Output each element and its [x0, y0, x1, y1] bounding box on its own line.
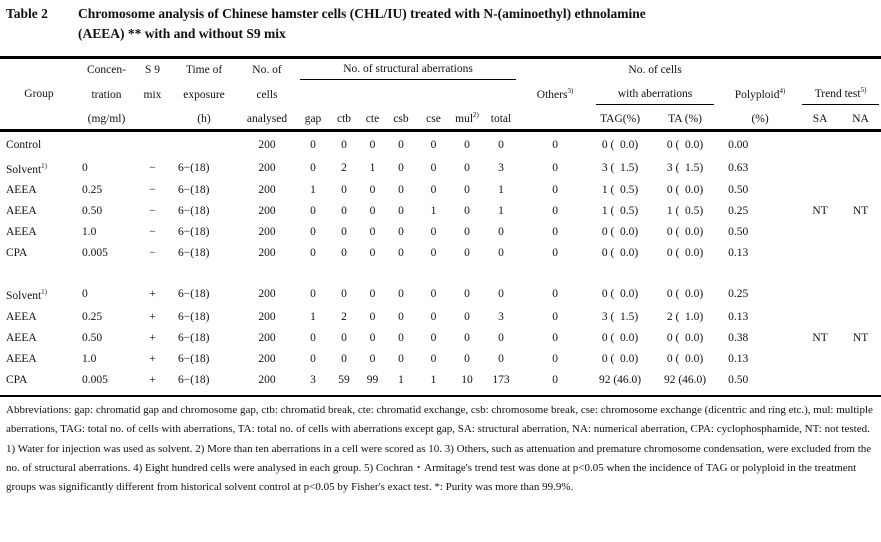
cell: 3: [498, 161, 504, 174]
cell: 0 ( 0.0): [601, 138, 639, 151]
col-ctb: ctb: [336, 112, 352, 125]
col-poly: Polyploid$^{4)}$: [734, 87, 786, 101]
cell: 0: [552, 288, 558, 301]
cell: 0: [430, 311, 437, 324]
cell: NT: [812, 205, 828, 218]
cell: 0.50: [82, 205, 103, 218]
col-cells-3: analysed: [246, 112, 288, 125]
cell: 99: [366, 374, 379, 387]
cell: 0: [498, 226, 504, 239]
cell: 0: [310, 332, 316, 345]
cell: AEEA: [6, 226, 37, 239]
title-line-1: Chromosome analysis of Chinese hamster cells (CHL/IU) treated with N-(aminoethyl) ethnolamine: [78, 6, 646, 21]
cell: 1 ( 0.5): [601, 205, 639, 218]
cell: 0: [369, 247, 376, 260]
cell: 1 ( 0.5): [666, 205, 704, 218]
cell: 0: [310, 247, 316, 260]
cell: 0: [498, 353, 504, 366]
cell: 6−(18): [178, 161, 210, 174]
cell: 1: [310, 311, 316, 324]
cell: 0: [310, 226, 316, 239]
chromosome-table: [0, 56, 881, 397]
cell: NT: [852, 332, 869, 345]
cell: CPA: [6, 247, 28, 260]
cell: 0.50: [728, 374, 749, 387]
cell: 6−(18): [178, 247, 210, 260]
col-withab-2: with aberrations: [590, 80, 720, 105]
cell: 0: [369, 311, 376, 324]
cell: 0: [498, 138, 504, 151]
cell: 0 ( 0.0): [666, 332, 704, 345]
cell: 0 ( 0.0): [666, 247, 704, 260]
cell: 0: [398, 353, 404, 366]
col-total: total: [490, 112, 512, 125]
cell: 0: [341, 288, 347, 301]
cell: 0: [464, 138, 470, 151]
table-row: [0, 201, 881, 222]
cell: 6−(18): [178, 332, 210, 345]
cell: 0: [498, 332, 504, 345]
cell: 0: [552, 226, 558, 239]
cell: [840, 370, 881, 391]
cell: +: [149, 353, 156, 366]
cell: 0: [552, 138, 558, 151]
cell: 0.50: [82, 332, 103, 345]
cell: 2 ( 1.0): [666, 311, 704, 324]
cell: +: [149, 288, 156, 301]
cell: 0: [369, 205, 376, 218]
cell: AEEA: [6, 353, 37, 366]
cell: [800, 180, 840, 201]
cell: 0: [552, 311, 558, 324]
cell: 1: [498, 184, 504, 197]
cell: AEEA: [6, 184, 37, 197]
cell: [800, 156, 840, 181]
cell: 0: [310, 138, 316, 151]
cell: 0 ( 0.0): [601, 288, 639, 301]
cell: 0 ( 0.0): [601, 353, 639, 366]
col-conc-2: tration: [91, 88, 122, 101]
cell: 3 ( 1.5): [601, 161, 639, 174]
cell: 200: [258, 205, 276, 218]
cell: 0: [430, 247, 437, 260]
cell: 200: [258, 353, 276, 366]
cell: 1: [430, 374, 437, 387]
cell: 0.13: [728, 311, 749, 324]
cell: 0: [552, 374, 558, 387]
cell: 0: [369, 332, 376, 345]
cell: 0: [464, 184, 470, 197]
cell: 0.005: [82, 247, 108, 260]
cell: 0: [552, 332, 558, 345]
cell: 0: [398, 226, 404, 239]
cell: 200: [258, 374, 276, 387]
cell: 1: [430, 205, 437, 218]
col-time-3: (h): [197, 112, 211, 125]
cell: [840, 180, 881, 201]
table-row: [0, 307, 881, 328]
cell: [800, 243, 840, 264]
cell: 0: [398, 288, 404, 301]
table-row: [0, 282, 881, 307]
cell: 3 ( 1.5): [666, 161, 704, 174]
table-label: Table 2: [6, 6, 48, 21]
cell: 0: [464, 288, 470, 301]
cell: 0: [430, 184, 437, 197]
cell: [840, 243, 881, 264]
cell: 0: [430, 288, 437, 301]
cell: 0 ( 0.0): [666, 184, 704, 197]
cell: 200: [258, 288, 276, 301]
cell: 0: [430, 353, 437, 366]
cell: −: [149, 184, 156, 197]
col-cells: No. of: [252, 64, 282, 76]
cell: 0.005: [82, 374, 108, 387]
cell: 0: [398, 247, 404, 260]
cell: 0: [369, 226, 376, 239]
table-header: [0, 58, 881, 131]
cell: 1: [498, 205, 504, 218]
cell: 0: [464, 353, 470, 366]
cell: 173: [492, 374, 510, 387]
table-body: [0, 130, 881, 396]
title-line-2: (AEEA) ** with and without S9 mix: [78, 26, 286, 41]
cell: 0 ( 0.0): [601, 332, 639, 345]
cell: 0 ( 0.0): [666, 138, 704, 151]
cell: [840, 130, 881, 156]
cell: 0.25: [82, 311, 103, 324]
cell: 200: [258, 247, 276, 260]
cell: 0.50: [728, 226, 749, 239]
cell: 1.0: [82, 353, 97, 366]
cell: 0: [369, 288, 376, 301]
cell: NT: [852, 205, 869, 218]
cell: 0: [398, 205, 404, 218]
cell: +: [149, 332, 156, 345]
cell: −: [149, 247, 156, 260]
cell: 6−(18): [178, 226, 210, 239]
cell: CPA: [6, 374, 28, 387]
cell: 0 ( 0.0): [601, 247, 639, 260]
cell: 0: [310, 288, 316, 301]
cell: NT: [812, 332, 828, 345]
col-csb: csb: [393, 112, 409, 125]
cell: 1: [398, 374, 404, 387]
cell: 1: [310, 184, 316, 197]
cell: 200: [258, 226, 276, 239]
cell: 0.25: [728, 288, 749, 301]
col-time: Time of: [185, 64, 223, 76]
table-row: [0, 349, 881, 370]
cell: [840, 222, 881, 243]
cell: [800, 370, 840, 391]
cell: 0.00: [728, 138, 749, 151]
col-group: Group: [24, 87, 54, 100]
cell: 200: [258, 184, 276, 197]
cell: 0 ( 0.0): [666, 226, 704, 239]
cell: 6−(18): [178, 353, 210, 366]
cell: 0.13: [728, 353, 749, 366]
cell: [800, 282, 840, 307]
cell: 200: [258, 311, 276, 324]
cell: 0: [341, 247, 347, 260]
cell: 0: [341, 353, 347, 366]
cell: 0: [398, 184, 404, 197]
cell: 0: [398, 161, 404, 174]
cell: 200: [258, 161, 276, 174]
cell: 3: [310, 374, 316, 387]
cell: [800, 349, 840, 370]
col-na: NA: [852, 112, 869, 125]
cell: Solvent$^{1)}$: [6, 161, 47, 176]
cell: Control: [6, 138, 42, 151]
cell: 2: [341, 311, 347, 324]
cell: 0: [498, 288, 504, 301]
cell: 6−(18): [178, 205, 210, 218]
cell: 3 ( 1.5): [601, 311, 639, 324]
cell: 0: [398, 311, 404, 324]
cell: 0.25: [728, 205, 749, 218]
table-row: [0, 243, 881, 264]
cell: 0: [464, 226, 470, 239]
col-cse: cse: [426, 112, 441, 125]
cell: [840, 349, 881, 370]
table-row: [0, 130, 881, 156]
cell: 0: [464, 311, 470, 324]
cell: 0: [82, 288, 88, 301]
cell: [800, 130, 840, 156]
cell: [135, 130, 170, 156]
cell: 0: [310, 353, 316, 366]
cell: −: [149, 161, 156, 174]
cell: 0: [464, 205, 470, 218]
cell: 0: [310, 205, 316, 218]
cell: 0.38: [728, 332, 749, 345]
cell: 59: [338, 374, 350, 387]
col-poly-unit: (%): [751, 112, 769, 125]
cell: 6−(18): [178, 311, 210, 324]
table-title: [6, 4, 646, 44]
col-sa: SA: [812, 112, 828, 125]
cell: 92 (46.0): [598, 374, 642, 387]
cell: 0: [430, 138, 437, 151]
cell: [170, 130, 238, 156]
cell: [800, 307, 840, 328]
cell: AEEA: [6, 332, 37, 345]
cell: 0.13: [728, 247, 749, 260]
cell: 0: [341, 138, 347, 151]
cell: 0: [341, 226, 347, 239]
cell: −: [149, 205, 156, 218]
cell: AEEA: [6, 205, 37, 218]
col-mul: mul$^{2)}$: [455, 110, 479, 125]
cell: 92 (46.0): [663, 374, 707, 387]
col-cells-2: cells: [256, 88, 278, 101]
cell: 3: [498, 311, 504, 324]
cell: 0: [369, 353, 376, 366]
cell: 0.25: [82, 184, 103, 197]
cell: 10: [461, 374, 473, 387]
col-s9-2: mix: [143, 88, 162, 101]
cell: 0.50: [728, 184, 749, 197]
cell: 200: [258, 332, 276, 345]
cell: 0: [341, 205, 347, 218]
cell: 0: [310, 161, 316, 174]
cell: 0: [552, 353, 558, 366]
col-withab: No. of cells: [628, 64, 682, 76]
table-row: [0, 370, 881, 391]
cell: 0: [369, 184, 376, 197]
cell: [840, 282, 881, 307]
cell: 0: [369, 138, 376, 151]
cell: 0: [464, 161, 470, 174]
cell: 0.63: [728, 161, 749, 174]
table-row: [0, 328, 881, 349]
col-others: Others$^{3)}$: [536, 87, 574, 101]
cell: 1.0: [82, 226, 97, 239]
cell: 0: [552, 205, 558, 218]
cell: −: [149, 226, 156, 239]
col-conc: Concen-: [87, 64, 126, 76]
cell: 0: [398, 138, 404, 151]
cell: 0: [552, 184, 558, 197]
cell: 0 ( 0.0): [601, 226, 639, 239]
cell: 0: [82, 161, 88, 174]
cell: 0: [430, 226, 437, 239]
cell: 0: [464, 247, 470, 260]
cell: 0: [498, 247, 504, 260]
cell: 0: [341, 332, 347, 345]
col-time-2: exposure: [183, 88, 225, 101]
cell: 6−(18): [178, 184, 210, 197]
cell: 0 ( 0.0): [666, 288, 704, 301]
cell: 6−(18): [178, 374, 210, 387]
cell: 0 ( 0.0): [666, 353, 704, 366]
footnotes: Abbreviations: gap: chromatid gap and chromosome gap, ctb: chromatid break, cte: chromatid exchange, csb: chromosome break, cse: chromosome exchange (dicentric and ring etc.), mul: multiple aberrations, TAG: total no. of cells with aberrations, TA: total no. of cells with aberrations except gap, SA: structural aberration, NA: numerical aberration, CPA: cyclophosphamide, NT: not tested. 1) Water for injection was used as solvent. 2) More than ten aberrations in a cell were scored as 10. 3) Others, such as attenuation and premature chromosome condensation, were excluded from the no. of structural aberrations. 4) Eight hundred cells were analysed in each group. 5) Cochran・Armitage's trend test was done at p<0.05 when the incidence of TAG or polyploid in the treatment groups was significantly different from historical solvent control at p<0.05 by Fisher's exact test. *: Purity was more than 99.9%.: [6, 404, 873, 494]
col-trend: Trend test$^{5)}$: [800, 80, 881, 105]
cell: 1: [369, 161, 376, 174]
table-row: [0, 156, 881, 181]
table-row: [0, 222, 881, 243]
cell: 1 ( 0.5): [601, 184, 639, 197]
cell: 0: [398, 332, 404, 345]
cell: 0: [430, 161, 437, 174]
cell: AEEA: [6, 311, 37, 324]
cell: [78, 130, 135, 156]
cell: 0: [341, 184, 347, 197]
cell: 0: [552, 247, 558, 260]
cell: [840, 307, 881, 328]
cell: 0: [552, 161, 558, 174]
cell: Solvent$^{1)}$: [6, 288, 47, 303]
table-row: [0, 180, 881, 201]
cell: 0: [464, 332, 470, 345]
cell: +: [149, 374, 156, 387]
col-conc-3: (mg/ml): [87, 112, 126, 125]
col-struct: No. of structural aberrations: [296, 58, 520, 81]
cell: 6−(18): [178, 288, 210, 301]
cell: [800, 222, 840, 243]
cell: +: [149, 311, 156, 324]
col-ta: TA (%): [668, 112, 702, 125]
cell: 200: [258, 138, 276, 151]
col-s9: S 9: [144, 64, 161, 76]
col-tag: TAG(%): [600, 112, 641, 125]
cell: [840, 156, 881, 181]
cell: 2: [341, 161, 347, 174]
col-cte: cte: [365, 112, 380, 125]
col-gap: gap: [304, 112, 322, 125]
cell: 0: [430, 332, 437, 345]
